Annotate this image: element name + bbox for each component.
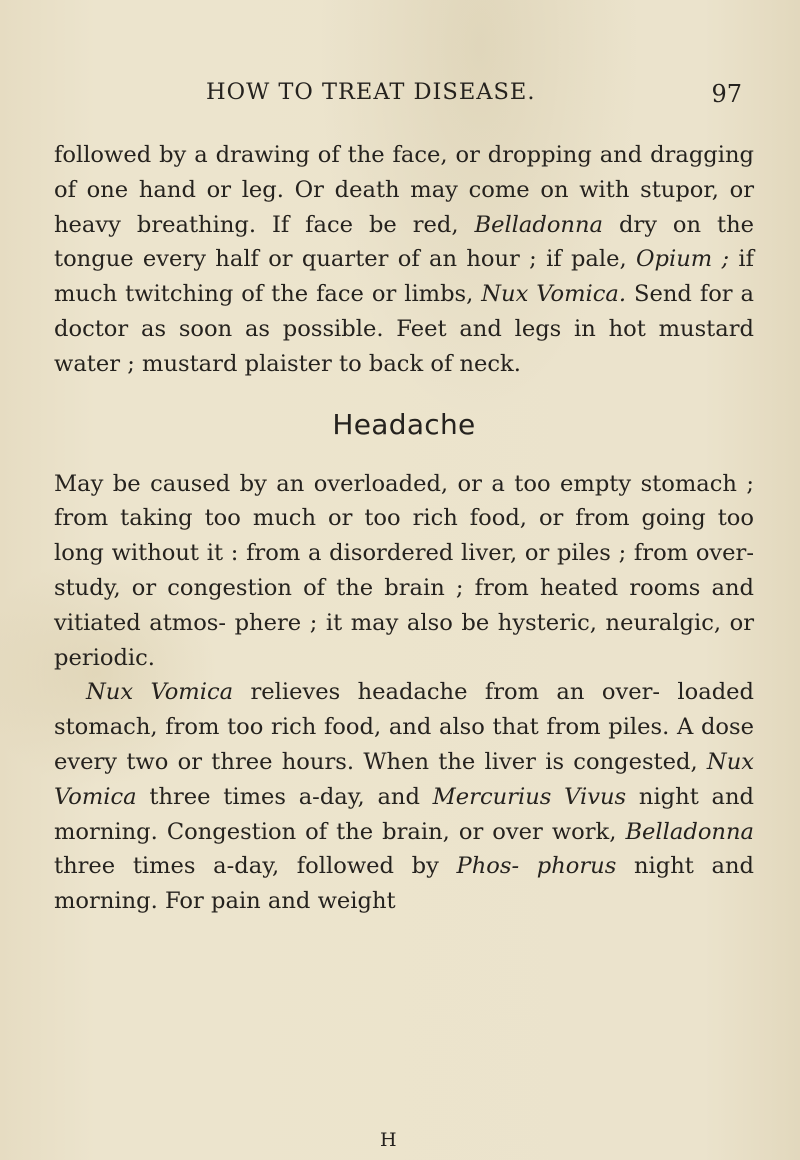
remedy-belladonna: Belladonna xyxy=(474,211,604,238)
running-head-title: HOW TO TREAT DISEASE. xyxy=(206,79,536,105)
section-heading-headache: Headache xyxy=(332,407,476,441)
text-run: three times a-day, and xyxy=(136,783,433,810)
remedy-belladonna: Belladonna xyxy=(625,818,754,845)
remedy-nux-vomica: Nux Vomica xyxy=(86,679,234,706)
running-head xyxy=(206,79,746,115)
remedy-opium: Opium ; xyxy=(635,246,730,273)
signature-mark: H xyxy=(380,1129,397,1151)
remedy-mercurius-vivus: Mercurius Vivus xyxy=(432,783,627,810)
text-run: dry on the tongue every half or quarter of an hour ; if pale, xyxy=(54,211,754,273)
text-run: if much twitching of the face or limbs, xyxy=(54,246,754,308)
text-run: Send for a doctor as soon as possible. Feet and legs in hot mustard water ; mustard plaister to back of neck. xyxy=(54,281,755,377)
text-run: night and morning. Congestion of the brain, or over work, xyxy=(54,783,754,845)
page-number: 97 xyxy=(711,80,742,108)
text-run: relieves headache from an over- loaded stomach, from too rich food, and also that from piles. A dose every two or three hours. When the liver is congested, xyxy=(54,679,754,775)
paragraph-headache-causes: May be caused by an overloaded, or a too empty stomach ; from taking too much or too rich food, or from going too long without it : from a disordered liver, or piles ; from over-study, or congestion of the brain ; from heated rooms and vitiated atmos- phere ; it may also be hysteric, neuralgic, or periodic. xyxy=(54,470,754,671)
remedy-nux-vomica: Nux Vomica xyxy=(54,748,754,810)
text-run: night and morning. For pain and weight xyxy=(54,853,754,915)
remedy-nux-vomica: Nux Vomica. xyxy=(481,281,627,308)
paragraph-headache-remedies xyxy=(54,675,754,919)
text-run: followed by a drawing of the face, or dropping and dragging of one hand or leg. Or death may come on with stupor, or heavy breathing. If face be red, xyxy=(54,142,754,238)
remedy-phosphorus: Phos- phorus xyxy=(456,853,617,880)
paragraph-stroke-treatment xyxy=(54,138,754,382)
text-run: three times a-day, followed by xyxy=(54,853,457,880)
body-text xyxy=(54,138,754,919)
